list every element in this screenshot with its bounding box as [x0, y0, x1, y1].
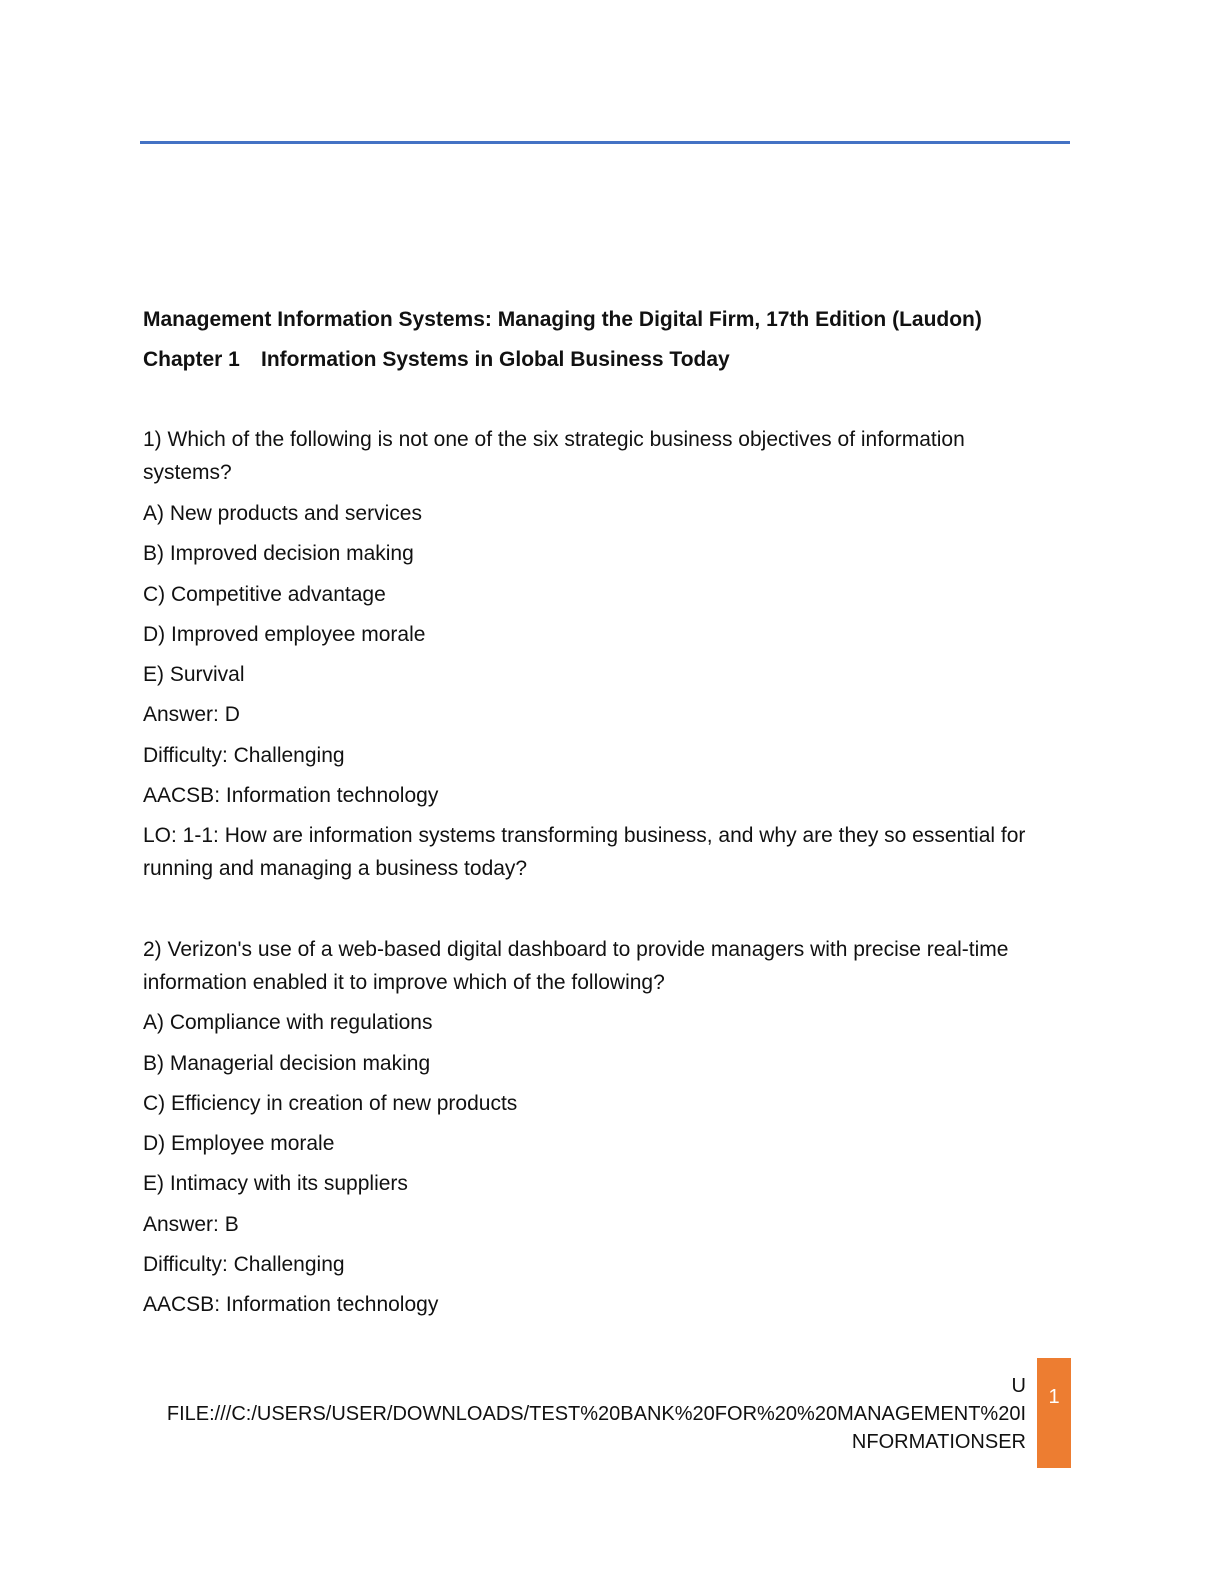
footer-path-line2: FILE:///C:/USERS/USER/DOWNLOADS/TEST%20BANK%20FOR%20%20MANAGEMENT%20I: [166, 1403, 1026, 1425]
question-1-aacsb: AACSB: Information technology: [143, 784, 439, 807]
question-1-text-line2: systems?: [143, 461, 232, 484]
question-1-lo-line1: LO: 1-1: How are information systems transforming business, and why are they so essential for: [143, 824, 1026, 847]
question-2-text-line2: information enabled it to improve which of the following?: [143, 971, 665, 994]
question-1-answer: Answer: D: [143, 703, 240, 726]
question-1-text-line1: 1) Which of the following is not one of the six strategic business objectives of information: [143, 428, 965, 451]
question-1-lo-line2: running and managing a business today?: [143, 857, 528, 880]
footer-path-line1: U: [1011, 1375, 1026, 1397]
question-2-option-a: A) Compliance with regulations: [143, 1011, 433, 1034]
footer-file-path: [126, 1372, 1026, 1456]
question-2-option-c: C) Efficiency in creation of new products: [143, 1092, 518, 1115]
question-2-answer: Answer: B: [143, 1213, 239, 1236]
page-number-box: [1037, 1358, 1071, 1468]
question-1-option-a: A) New products and services: [143, 502, 422, 525]
question-1-option-c: C) Competitive advantage: [143, 583, 386, 606]
question-1-option-d: D) Improved employee morale: [143, 623, 426, 646]
question-2-text-line1: 2) Verizon's use of a web-based digital dashboard to provide managers with precise real-time: [143, 938, 1009, 961]
question-1-option-e: E) Survival: [143, 663, 245, 686]
header-rule: [140, 141, 1070, 144]
question-1-option-b: B) Improved decision making: [143, 542, 414, 565]
footer-path-line3: NFORMATIONSER: [851, 1431, 1026, 1453]
question-1-difficulty: Difficulty: Challenging: [143, 744, 345, 767]
question-2-option-d: D) Employee morale: [143, 1132, 335, 1155]
chapter-label: Chapter 1: [143, 348, 240, 371]
chapter-title: Information Systems in Global Business Today: [261, 348, 730, 371]
question-2-difficulty: Difficulty: Challenging: [143, 1253, 345, 1276]
chapter-heading: [143, 343, 730, 376]
question-2-option-e: E) Intimacy with its suppliers: [143, 1172, 408, 1195]
question-2-aacsb: AACSB: Information technology: [143, 1293, 439, 1316]
question-2-option-b: B) Managerial decision making: [143, 1052, 431, 1075]
page-number: 1: [1048, 1386, 1060, 1408]
document-title: Management Information Systems: Managing the Digital Firm, 17th Edition (Laudon): [143, 308, 982, 331]
